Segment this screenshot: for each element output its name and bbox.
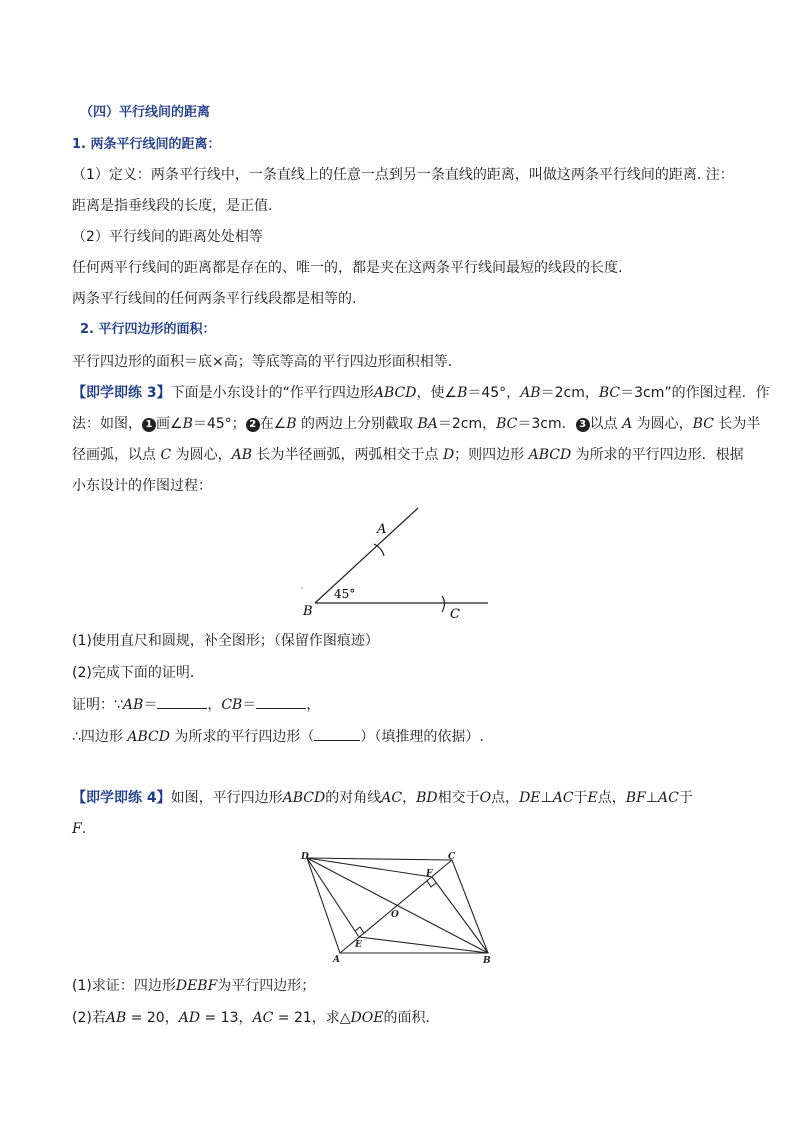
parallelogram-figure	[295, 850, 495, 968]
arc-mark-a	[374, 544, 384, 556]
step-3-marker: 3	[576, 418, 590, 432]
area-statement: 平行四边形的面积＝底×高；等底等高的平行四边形面积相等.	[72, 354, 453, 370]
exercise-3-line-4: 小东设计的作图过程：	[72, 478, 212, 494]
exercise-3-line-2: 法：如图， 1 画∠B＝45°； 2 在∠B 的两边上分别截取 BA＝2cm，BC＝3cm． 3 以点 A 为圆心，BC 长为半	[72, 416, 761, 432]
blank-cb[interactable]	[256, 694, 306, 709]
exercise-4-question-1: (1)求证：四边形DEBF为平行四边形；	[72, 978, 316, 994]
exercise-3-tag: 【即学即练 3】	[72, 385, 171, 401]
exercise-4-line-1: 【即学即练 4】如图，平行四边形ABCD的对角线AC，BD相交于O点，DE⊥AC于E点，BF⊥AC于	[72, 790, 693, 806]
definition-line-2: 距离是指垂线段的长度，是正值.	[72, 198, 273, 214]
step-1-marker: 1	[142, 418, 156, 432]
right-angle-f	[427, 881, 436, 887]
label-f: F	[426, 869, 433, 879]
blank-ab[interactable]	[157, 694, 207, 709]
subsection-2-title: 2. 平行四边形的面积：	[80, 322, 216, 337]
label-b: B	[303, 604, 313, 619]
label-o: O	[391, 910, 399, 920]
segment-bf	[432, 877, 488, 953]
exercise-3-question-2: (2)完成下面的证明．	[72, 665, 204, 681]
point-2-line-1: 任何两平行线间的距离都是存在的、唯一的，都是夹在这两条平行线间最短的线段的长度.	[72, 260, 623, 276]
label-b: B	[483, 956, 491, 966]
arc-mark-c	[442, 596, 445, 612]
point-2-line-2: 两条平行线间的任何两条平行线段都是相等的.	[72, 291, 357, 307]
segment-de	[307, 858, 359, 937]
point-2-title: （2）平行线间的距离处处相等	[72, 229, 263, 245]
exercise-3-proof: 证明：∵AB＝ ，CB＝ ，	[72, 694, 320, 715]
exercise-4-tag: 【即学即练 4】	[72, 790, 171, 806]
ray-ba	[315, 508, 418, 603]
angle-construction-figure	[290, 500, 500, 625]
label-c: C	[450, 607, 460, 622]
exercise-3-line-1: 【即学即练 3】下面是小东设计的“作平行四边形ABCD，使∠B＝45°，AB＝2cm，BC＝3cm”的作图过程．作	[72, 385, 770, 401]
label-d: D	[301, 852, 309, 862]
angle-label: 45°	[334, 587, 356, 601]
section-title: （四）平行线间的距离	[80, 105, 211, 120]
exercise-3-conclusion: ∴四边形 ABCD 为所求的平行四边形（ ）（填推理的依据）.	[72, 726, 484, 747]
label-c: C	[448, 852, 456, 862]
subsection-1-title: 1. 两条平行线间的距离：	[72, 137, 221, 152]
blank-reason[interactable]	[314, 726, 360, 741]
label-e: E	[355, 940, 362, 950]
exercise-3-line-3: 径画弧，以点 C 为圆心，AB 长为半径画弧，两弧相交于点 D；则四边形 ABCD 为所求的平行四边形．根据	[72, 447, 744, 463]
stray-dot	[301, 587, 303, 589]
segment-eb	[359, 937, 488, 953]
exercise-4-line-2: F.	[72, 821, 87, 837]
label-a: A	[377, 522, 387, 537]
definition-line-1: （1）定义：两条平行线中，一条直线上的任意一点到另一条直线的距离，叫做这两条平行线间的距离. 注：	[72, 167, 734, 183]
exercise-3-question-1: (1)使用直尺和圆规，补全图形；（保留作图痕迹）	[72, 633, 379, 649]
exercise-4-question-2: (2)若AB = 20，AD = 13，AC = 21，求△DOE的面积．	[72, 1010, 440, 1026]
label-a: A	[333, 955, 340, 965]
step-2-marker: 2	[246, 418, 260, 432]
